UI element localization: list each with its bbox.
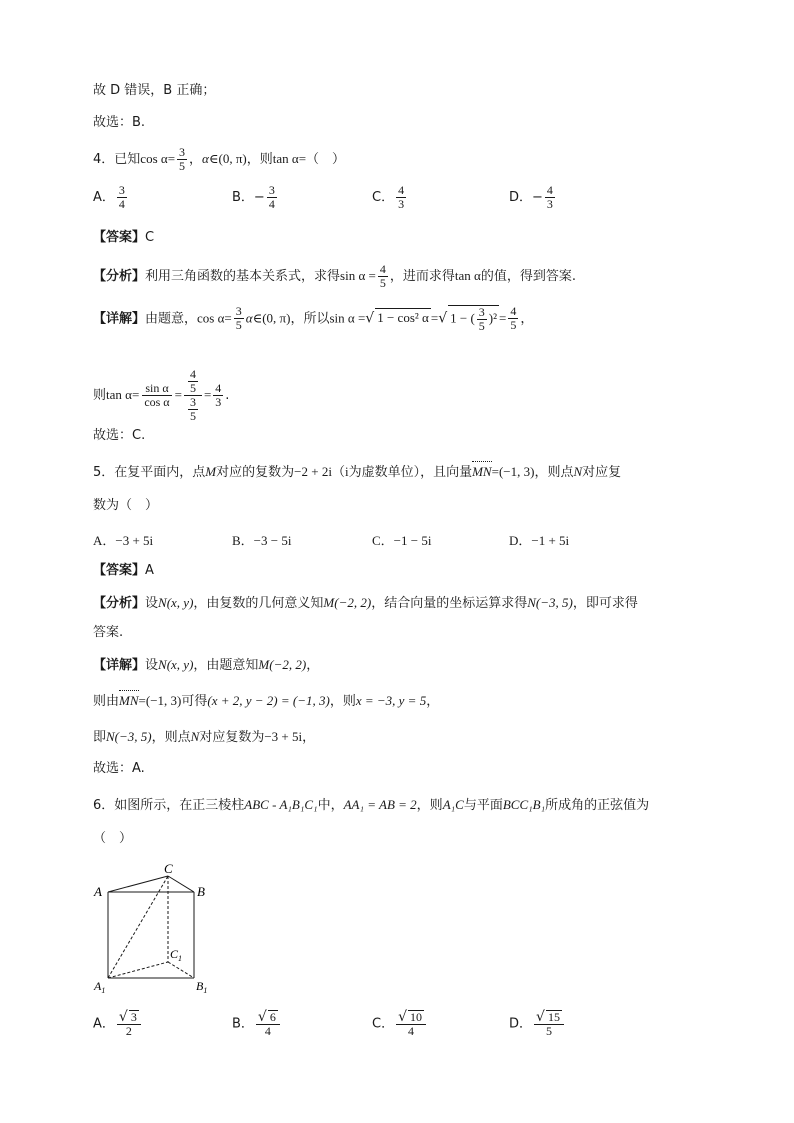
- q4-detail: 【详解】由题意，cos α= $\frac{3}{5}$ α∈(0, π)，所以sin α =√ 1 − cos² α =√ 1 − ( $\frac{3}{5}$ )² = $\frac{4}{5}$ ，: [93, 304, 534, 333]
- option-fraction: [117, 1010, 141, 1038]
- q6-stem-b: 中，: [317, 798, 344, 813]
- q5-option-a[interactable]: [93, 530, 153, 549]
- frac-num: [534, 1010, 564, 1025]
- q5-stem-f: 对应复: [582, 465, 622, 480]
- frac-4-5: [508, 305, 518, 332]
- answer-value: A: [145, 563, 154, 578]
- option-sign: −: [253, 190, 265, 205]
- option-label: D．: [509, 533, 532, 548]
- q4-tan-alpha: tan α: [272, 151, 299, 166]
- frac-den: 5: [545, 1024, 552, 1038]
- vector-mn: MN: [472, 464, 492, 479]
- frac-num: [117, 1010, 141, 1025]
- option-label: B．: [232, 1016, 254, 1032]
- q6-option-a[interactable]: [93, 1010, 143, 1038]
- q6-option-c[interactable]: [372, 1010, 428, 1038]
- q4-answer: [93, 229, 154, 247]
- frac-num: 4: [379, 262, 386, 276]
- q4-blank: （ ）: [306, 152, 346, 167]
- q5-detail-b: ，由题意知: [193, 658, 259, 673]
- label-b1-sub: 1: [203, 986, 208, 995]
- compound-den: [184, 396, 202, 423]
- frac-num: [256, 1010, 280, 1025]
- frac-3-5: [234, 305, 244, 332]
- frac-4-5: [378, 263, 388, 290]
- label-c: C: [164, 861, 173, 876]
- edge-a1c1: [108, 962, 168, 978]
- frac-den: 5: [189, 381, 196, 395]
- frac-den: 5: [179, 159, 186, 173]
- detail-tag: 【详解】: [93, 311, 146, 327]
- frac-den: 5: [478, 319, 485, 333]
- xy-values: x = −3, y = 5: [355, 693, 427, 708]
- frac-den: 5: [235, 318, 242, 333]
- edge-cb: [168, 876, 194, 892]
- cos-alpha: cos α: [197, 310, 225, 326]
- square: )²: [488, 310, 498, 326]
- q5-stem-b: 对应的复数为: [216, 465, 295, 480]
- q4-detail-tan: 则tan α= $\frac{\text{sin α}}{\text{cos α}}$ = $\frac{\frac{4}{5}}{\frac{3}{5}}$ = $\frac{4}{3}$ .: [93, 367, 230, 423]
- q5-detail3-b: ，则点: [151, 730, 191, 745]
- analysis-tag: 【分析】: [93, 269, 146, 284]
- q5-option-c[interactable]: [372, 530, 431, 549]
- in-sign: ∈: [252, 310, 263, 326]
- option-label: D．: [509, 1016, 533, 1032]
- diagonal-a1c: [108, 876, 168, 978]
- q4-option-d[interactable]: [509, 184, 557, 211]
- n-point: N(−3, 5): [527, 595, 573, 610]
- alpha: α: [245, 310, 253, 326]
- q6-option-b[interactable]: [232, 1010, 282, 1038]
- vector-mn: MN: [119, 693, 139, 708]
- frac-num: 4: [215, 381, 222, 395]
- choose-b-text: 故选：B.: [93, 115, 146, 130]
- frac-den: 3: [546, 197, 553, 211]
- q5-detail-2: [93, 692, 439, 711]
- q6-number: 6．: [93, 798, 115, 813]
- label-a1-sub: 1: [101, 986, 106, 995]
- frac-num: 3: [179, 145, 186, 159]
- q4-analysis-b: ，进而求得: [389, 269, 455, 284]
- q4-stem-b: ，: [189, 152, 203, 167]
- q4-alpha: α: [202, 151, 209, 166]
- q5-detail2-b: 可得: [181, 694, 208, 709]
- line-a1c: A₁C: [442, 797, 464, 812]
- eq-sign: =: [167, 151, 176, 166]
- q5-detail2-d: ，: [426, 694, 440, 709]
- option-fraction: [256, 1010, 280, 1038]
- frac-num: 3: [118, 183, 125, 197]
- m-point: M(−2, 2): [323, 595, 372, 610]
- radicand: 10: [410, 1010, 422, 1024]
- sin-alpha-eq: sin α =: [329, 310, 366, 326]
- option-label: D．: [509, 190, 533, 205]
- q5-analysis-a: 设: [145, 596, 159, 611]
- q5-analysis-d: ，即可求得: [572, 596, 638, 611]
- n-xy: N(x, y): [158, 657, 194, 672]
- option-label: A．: [93, 1016, 115, 1032]
- frac-num: 3: [189, 395, 196, 409]
- q5-stem-c: （: [331, 465, 345, 480]
- radicand: 3: [130, 1010, 137, 1024]
- answer-tag: 【答案】: [93, 563, 146, 578]
- sqrt-sign: √: [536, 1009, 545, 1025]
- q5-analysis-cont: 答案.: [93, 625, 124, 640]
- detail-tag: 【详解】: [93, 658, 146, 673]
- complex-m: −2 + 2i: [294, 464, 332, 479]
- q4-interval: (0, π): [218, 151, 247, 166]
- q4-cos-alpha: cos α: [140, 151, 168, 166]
- frac-4-5: [188, 368, 198, 395]
- q5-detail3-a: 即: [93, 730, 107, 745]
- q5-analysis: [93, 594, 638, 613]
- radicand: 6: [269, 1010, 276, 1024]
- label-b1: [196, 979, 207, 995]
- q5-option-b[interactable]: [232, 530, 291, 549]
- option-value: −1 − 5i: [393, 533, 432, 548]
- q4-tan-alpha: tan α: [454, 268, 481, 283]
- eq-sign: =: [499, 310, 507, 326]
- q4-analysis-c: 的值，得到答案.: [480, 269, 576, 284]
- frac-den: 5: [510, 318, 517, 333]
- sqrt-sign: √: [257, 1009, 267, 1025]
- q5-detail2-c: ，则: [329, 694, 356, 709]
- q6-stem-c: ，则: [416, 798, 443, 813]
- sqrt-sign: √: [438, 310, 448, 327]
- q5-detail2-a: 则由: [93, 694, 120, 709]
- point-n: N: [190, 729, 200, 744]
- option-label: C．: [372, 533, 394, 548]
- q4-option-b[interactable]: [232, 184, 279, 211]
- q6-stem-d: 与平面: [463, 798, 503, 813]
- q5-number: 5．: [93, 465, 115, 480]
- vector-value: (−1, 3): [498, 464, 535, 479]
- frac-den: 3: [215, 395, 222, 409]
- sqrt-sign: √: [118, 1009, 128, 1025]
- answer-tag: 【答案】: [93, 230, 146, 245]
- frac-num: 3: [235, 304, 242, 319]
- q6-option-d[interactable]: [509, 1010, 566, 1038]
- eq-sign: =: [430, 310, 439, 326]
- point-m: M: [205, 464, 217, 479]
- q5-answer: [93, 562, 154, 580]
- eq-sign: =: [224, 310, 232, 326]
- option-label: A．: [93, 533, 116, 548]
- q4-number: 4．: [93, 152, 115, 167]
- frac-den: 4: [264, 1024, 271, 1038]
- option-value: −3 + 5i: [115, 533, 154, 548]
- q5-stem-a: 在复平面内，点: [114, 465, 206, 480]
- plane-name: BCC₁B₁: [502, 797, 546, 812]
- q4-analysis-a: 利用三角函数的基本关系式，求得: [145, 269, 341, 284]
- result-value: −3 + 5i: [264, 729, 303, 744]
- edge-lengths: AA₁ = AB = 2: [343, 797, 417, 812]
- sqrt-content-2: [448, 305, 499, 333]
- eq-sign: =: [298, 151, 307, 166]
- n-point: N(−3, 5): [106, 729, 152, 744]
- analysis-tag: 【分析】: [93, 596, 146, 611]
- option-label: B．: [232, 190, 254, 205]
- eq-chain: (x + 2, y − 2) = (−1, 3): [207, 693, 330, 708]
- radicand: 15: [547, 1010, 560, 1024]
- option-fraction: [396, 184, 406, 211]
- in-sign: ∈: [208, 151, 219, 166]
- option-label: A．: [93, 190, 115, 205]
- label-a: A: [94, 884, 102, 899]
- compound-num: [184, 368, 202, 396]
- option-fraction: [545, 184, 555, 211]
- q6-stem-a: 如图所示，在正三棱柱: [114, 798, 245, 813]
- compound-fraction: [184, 368, 202, 423]
- eq-sign: =: [203, 387, 212, 402]
- q5-detail-a: 设: [145, 658, 159, 673]
- q4-stem: [93, 146, 345, 173]
- q5-detail3-d: ，: [302, 730, 316, 745]
- conclusion-text: 故 D 错误，B 正确；: [93, 83, 216, 98]
- eq-sign: =: [138, 693, 146, 708]
- q4-detail-b: ，所以: [290, 311, 330, 327]
- q5-stem: [93, 463, 621, 482]
- frac-num: 4: [189, 367, 196, 381]
- label-a1-letter: A: [94, 979, 102, 993]
- q4-choose: 故选：C.: [93, 428, 146, 443]
- option-sign: −: [532, 190, 543, 205]
- frac-num: 4: [510, 304, 517, 319]
- frac-num: 4: [546, 183, 553, 197]
- q6-stem-cont: （ ）: [93, 831, 133, 846]
- eq-sign: =: [491, 464, 499, 479]
- label-b1-letter: B: [196, 979, 204, 993]
- sqrt-sign: √: [398, 1009, 407, 1025]
- prism-name: ABC - A₁B₁C₁: [244, 797, 318, 812]
- q4-sin-alpha-eq: sin α =: [340, 268, 376, 283]
- frac-den: 4: [408, 1024, 415, 1038]
- q5-stem-cont: 数为（ ）: [93, 498, 159, 513]
- q5-detail-3: [93, 728, 315, 747]
- q4-detail-a: 由题意，: [145, 311, 198, 327]
- eq-sign: =: [131, 387, 140, 402]
- frac-4-3: [213, 382, 223, 409]
- frac-num: 4: [398, 183, 405, 197]
- q5-analysis-c: ，结合向量的坐标运算求得: [371, 596, 528, 611]
- point-n: N: [573, 464, 583, 479]
- frac-den: 4: [268, 197, 275, 211]
- edge-ac: [108, 876, 168, 892]
- q5-detail-c: ，: [306, 658, 320, 673]
- tan-alpha: tan α: [106, 387, 132, 402]
- q5-stem-d: 为虚数单位），且向量: [348, 465, 473, 480]
- frac-sin-cos: [141, 382, 172, 409]
- q4-analysis: [93, 263, 576, 290]
- eq-sign: =: [174, 387, 182, 402]
- frac-den: 5: [379, 276, 386, 290]
- frac-den: 4: [118, 197, 125, 211]
- option-fraction: [117, 184, 127, 211]
- frac-num: [396, 1010, 426, 1025]
- frac-3-5: [477, 306, 487, 333]
- q5-option-d[interactable]: [509, 530, 569, 549]
- one-minus: 1 − (: [450, 310, 475, 326]
- frac-den: 5: [189, 409, 196, 423]
- option-fraction: [396, 1010, 426, 1038]
- label-c1-sub: 1: [178, 954, 183, 963]
- edge-c1b1: [168, 962, 194, 978]
- label-b: B: [197, 884, 205, 899]
- prism-figure: [90, 860, 230, 1000]
- q6-stem-e: 所成角的正弦值为: [545, 798, 650, 813]
- option-value: −3 − 5i: [253, 533, 292, 548]
- q4-frac-3-5: [177, 146, 187, 173]
- q5-detail: [93, 656, 319, 675]
- frac-num: 3: [268, 183, 275, 197]
- label-c1-letter: C: [170, 947, 179, 961]
- frac-num: 3: [478, 305, 485, 319]
- then-text: 则: [93, 388, 107, 403]
- q4-stem-a: 已知: [114, 152, 141, 167]
- q4-option-a[interactable]: [93, 184, 129, 211]
- q6-stem: [93, 796, 649, 815]
- q5-stem-e: ，则点: [534, 465, 574, 480]
- sqrt-content: 1 − cos² α: [377, 310, 429, 326]
- frac-3-5: [188, 396, 198, 423]
- option-value: −1 + 5i: [531, 533, 570, 548]
- vector-value: (−1, 3): [145, 693, 182, 708]
- frac-den: cos α: [144, 395, 170, 409]
- frac-den: 3: [398, 197, 405, 211]
- q4-option-c[interactable]: [372, 184, 408, 211]
- n-xy: N(x, y): [158, 595, 194, 610]
- label-c1: [170, 947, 182, 963]
- q4-stem-c: ，则: [246, 152, 273, 167]
- sqrt-sign: √: [365, 310, 375, 327]
- option-label: C．: [372, 190, 395, 205]
- imag-unit: i: [344, 464, 349, 479]
- answer-value: C: [145, 230, 155, 245]
- option-label: C．: [372, 1016, 395, 1032]
- frac-den: 2: [125, 1024, 132, 1038]
- frac-num: sin α: [142, 382, 171, 396]
- m-point: M(−2, 2): [258, 657, 307, 672]
- q5-analysis-b: ，由复数的几何意义知: [193, 596, 324, 611]
- option-fraction: [267, 184, 277, 211]
- q5-choose: 故选：A.: [93, 761, 145, 776]
- option-label: B．: [232, 533, 254, 548]
- q5-detail3-c: 对应复数为: [199, 730, 265, 745]
- label-a1: [93, 979, 105, 995]
- option-fraction: [534, 1010, 564, 1038]
- interval: (0, π): [262, 310, 291, 326]
